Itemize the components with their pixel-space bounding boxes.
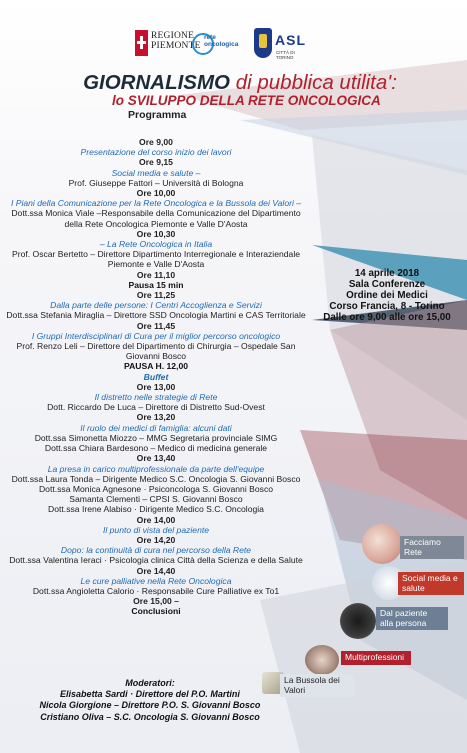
program-line-time: Ore 9,00	[139, 137, 173, 147]
program-line-spk: Dott.ssa Valentina Ieraci · Psicologia clinica Città della Scienza e della Salute	[9, 555, 303, 566]
program-list	[0, 137, 312, 617]
asl-logo-text: ASL	[275, 32, 306, 48]
title-main: GIORNALISMO	[83, 71, 231, 94]
program-line-spk: della Rete Oncologica Piemonte e Valle D'Aosta	[64, 218, 248, 229]
event-address: Corso Francia, 8 - Torino	[329, 301, 445, 312]
sidebar-item-dal-paziente	[340, 603, 467, 645]
shield-icon	[254, 28, 272, 58]
programma-heading: Programma	[128, 109, 187, 121]
program-line-sec: Social media e salute –	[111, 167, 201, 178]
program-line-sec: Presentazione del corso inizio dei lavori	[80, 147, 232, 158]
program-line-sec: Dalla parte delle persone: I Centri Accoglienza e Servizi	[50, 300, 262, 311]
program-line-time: Ore 10,30	[136, 228, 176, 239]
dna-image-icon	[362, 524, 402, 564]
moderator-line: Elisabetta Sardi · Direttore del P.O. Martini	[60, 689, 240, 700]
program-line-pause: PAUSA H. 12,00	[124, 361, 188, 372]
program-line-spk: Dott.ssa Simonetta Miozzo – MMG Segretaria provinciale SIMG	[34, 432, 278, 443]
sidebar-item-multiprofessioni	[305, 645, 467, 675]
moderator-line: Cristiano Oliva – S.C. Oncologia S. Giovanni Bosco	[40, 711, 260, 722]
program-line-time: Ore 13,20	[136, 412, 176, 423]
program-line-spk: Dott.ssa Irene Alabiso · Dirigente Medico S.C. Oncologia	[48, 504, 264, 515]
program-line-sec: I Gruppi Interdisciplinari di Cura per il miglior percorso oncologico	[31, 330, 281, 341]
header-logos	[0, 28, 467, 64]
program-line-spk: Giovanni Bosco	[125, 351, 187, 362]
program-line-spk: Dott.ssa Monica Agnesone · Psiconcologa S. Giovanni Bosco	[38, 483, 274, 494]
program-line-spk: Prof. Oscar Bertetto – Direttore Dipartimento Interregionale e Interaziendale	[11, 249, 301, 260]
asl-logo	[252, 28, 308, 64]
event-date: 14 aprile 2018	[354, 268, 420, 279]
program-line-pause: Pausa 15 min	[128, 279, 184, 290]
page-subtitle: lo SVILUPPO DELLA RETE ONCOLOGICA	[112, 93, 381, 108]
sidebar-item-facciamo-rete	[362, 524, 467, 572]
program-line-spk: Samanta Clementi – CPSI S. Giovanni Bosco	[69, 494, 243, 505]
moderators-label: Moderatori:	[125, 678, 175, 688]
program-line-time: Ore 11,10	[136, 269, 176, 280]
sidebar-item-social-media	[372, 566, 467, 606]
event-info	[307, 268, 467, 323]
program-line-sec: Il distretto nelle strategie di Rete	[94, 392, 218, 403]
crest-icon	[135, 30, 148, 56]
program-line-sec: Dopo: la continuità di cura nel percorso della Rete	[60, 545, 252, 556]
sidebar-label: Social media e salute	[398, 572, 464, 595]
sidebar-label: Dal paziente alla persona	[376, 607, 448, 630]
program-line-spk: Dott.ssa Angioletta Calorio · Responsabile Cure Palliative ex To1	[32, 585, 280, 596]
program-line-spk: Dott.ssa Laura Tonda – Dirigente Medico S.C. Oncologia S. Giovanni Bosco	[11, 473, 301, 484]
people-network-icon	[340, 603, 376, 639]
rete-logo-text: rete oncologica	[204, 34, 239, 48]
page-title	[20, 71, 460, 95]
program-line-time: Ore 14,00	[136, 514, 176, 525]
program-line-spk: Dott.ssa Monica Viale –Responsabile della Comunicazione del Dipartimento	[11, 208, 301, 219]
sidebar-item-bussola	[262, 672, 382, 702]
program-line-time: Ore 11,45	[136, 320, 176, 331]
program-line-spk: Dott. Riccardo De Luca – Direttore di Distretto Sud-Ovest	[47, 402, 265, 413]
program-line-sec: Le cure palliative nella Rete Oncologica	[80, 575, 232, 586]
program-line-spk: Piemonte e Valle D'Aosta	[107, 259, 205, 270]
program-line-sec: La presa in carico multiprofessionale da parte dell'equipe	[47, 463, 265, 474]
program-line-time: Ore 10,00	[136, 188, 176, 199]
program-line-buffet: Buffet	[143, 371, 169, 382]
regione-piemonte-logo	[135, 28, 201, 64]
sidebar-label: Multiprofessioni	[341, 651, 411, 665]
asl-logo-subtext: CITTÀ DI TORINO	[276, 50, 295, 60]
rete-oncologica-logo	[190, 28, 239, 64]
team-image-icon	[305, 645, 339, 675]
program-line-time: Ore 15,00 –	[133, 596, 179, 607]
regione-logo-text: REGIONE PIEMONTE	[151, 31, 201, 51]
program-line-spk: Prof. Renzo Leli – Direttore del Dipartimento di Chirurgia – Ospedale San	[16, 341, 296, 352]
program-line-spk: Dott.ssa Chiara Bardesono – Medico di medicina generale	[44, 443, 268, 454]
program-line-time: Ore 13,00	[136, 381, 176, 392]
moderator-line: Nicola Giorgione – Direttore P.O. S. Giovanni Bosco	[39, 700, 261, 711]
sidebar-label: La Bussola dei Valori	[280, 674, 354, 697]
program-line-sec: Il ruolo dei medici di famiglia: alcuni dati	[80, 422, 232, 433]
moderators	[0, 678, 300, 723]
program-line-time: Ore 9,15	[139, 157, 173, 168]
program-line-time: Ore 11,25	[136, 290, 176, 301]
program-line-sec: Il punto di vista del paziente	[102, 524, 210, 535]
program-line-time: Ore 13,40	[136, 453, 176, 464]
program-line-spk: Prof. Giuseppe Fattori – Università di Bologna	[68, 177, 244, 188]
event-hours: Dalle ore 9,00 alle ore 15,00	[323, 312, 451, 323]
program-line-sec: I Piani della Comunicazione per la Rete Oncologica e la Bussola dei Valori –	[10, 198, 302, 209]
program-line-sec: – La Rete Oncologica in Italia	[99, 239, 213, 250]
program-line-time: Ore 14,20	[136, 534, 176, 545]
program-line-spk: Dott.ssa Stefania Miraglia – Direttore SSD Oncologia Martini e CAS Territoriale	[6, 310, 306, 321]
program-line-concl: Conclusioni	[131, 606, 181, 617]
event-org: Ordine dei Medici	[346, 290, 428, 301]
sidebar-label: Facciamo Rete	[400, 536, 464, 559]
title-rest: di pubblica utilita':	[230, 71, 397, 94]
event-room: Sala Conferenze	[348, 279, 426, 290]
program-line-time: Ore 14,40	[136, 565, 176, 576]
